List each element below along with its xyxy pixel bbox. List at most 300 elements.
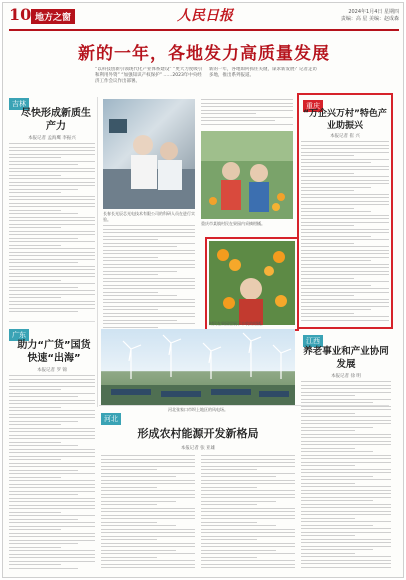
text-line [103, 313, 195, 314]
text-line [301, 402, 373, 403]
text-line [9, 227, 61, 228]
text-line [201, 476, 276, 477]
text-line [301, 409, 391, 410]
region-tag-jiangxi: 江西 [303, 335, 323, 347]
text-line [103, 271, 177, 272]
intro-right [209, 67, 319, 95]
text-line [301, 406, 391, 407]
text-line [201, 103, 293, 104]
text-line [9, 273, 95, 274]
text-line [9, 262, 78, 263]
text-line [301, 395, 355, 396]
text-line [9, 375, 95, 376]
text-line [9, 515, 95, 516]
lab-photo [103, 99, 195, 209]
text-line [9, 400, 95, 401]
text-line [9, 505, 95, 506]
text-line [201, 483, 295, 484]
text-line [9, 396, 78, 397]
text-line [9, 294, 95, 295]
text-line [9, 161, 95, 162]
article-body-jilin [9, 143, 95, 317]
text-line [9, 248, 95, 249]
text-line [9, 143, 95, 144]
text-line [101, 567, 195, 568]
text-line [9, 403, 95, 404]
text-line [9, 224, 95, 225]
text-line [201, 511, 295, 512]
text-line [103, 260, 195, 261]
text-line [9, 526, 95, 527]
text-line [9, 449, 95, 450]
text-line [101, 557, 157, 558]
text-line [201, 497, 295, 498]
text-line [9, 522, 95, 523]
text-line [301, 385, 391, 386]
text-line [301, 504, 391, 505]
center-intro-text [201, 99, 293, 129]
text-line [201, 106, 293, 107]
text-line [101, 546, 195, 547]
text-line [9, 568, 78, 569]
text-line [301, 507, 391, 508]
text-line [101, 490, 195, 491]
text-line [301, 486, 391, 487]
text-line [301, 553, 355, 554]
text-line [101, 476, 176, 477]
text-line [9, 414, 95, 415]
text-line [9, 220, 95, 221]
text-line [101, 515, 195, 516]
text-line [9, 431, 95, 432]
text-line [9, 192, 61, 193]
text-line [9, 477, 61, 478]
text-line [9, 178, 95, 179]
region-tag-chongqing: 重庆 [303, 100, 323, 112]
text-line [9, 529, 61, 530]
farm-photo-caption: 重庆市某镇村民在果园内采摘柑橘。 [201, 221, 265, 226]
text-line [301, 497, 391, 498]
text-line [101, 522, 157, 523]
text-line [301, 525, 373, 526]
text-line [9, 185, 95, 186]
article-byline-jiangxi: 本报记者 徐 明 [331, 374, 361, 379]
lab-photo-graphic [103, 99, 195, 209]
text-line [101, 564, 195, 565]
text-line [101, 497, 195, 498]
text-line [9, 206, 95, 207]
text-line [103, 309, 158, 310]
text-line [201, 459, 295, 460]
text-line [9, 147, 95, 148]
date-line: 2024年1月4日 星期四 [348, 9, 399, 15]
text-line [201, 110, 293, 111]
text-line [201, 120, 275, 121]
text-line [103, 299, 195, 300]
article-title-jilin: 尽快形成新质生产力 [21, 108, 91, 132]
text-line [9, 266, 95, 267]
text-line [9, 512, 61, 513]
intro-right-text: 新的一年，各地如何抓住关键，谋求新发展？记者走访多地，推出系列报道。 [209, 67, 317, 78]
text-line [9, 407, 61, 408]
text-line [201, 553, 295, 554]
text-line [301, 444, 391, 445]
text-line [301, 549, 373, 550]
text-line [301, 469, 391, 470]
text-line [301, 560, 391, 561]
text-line [101, 480, 195, 481]
text-line [301, 465, 355, 466]
text-line [103, 327, 158, 328]
text-line [9, 417, 95, 418]
text-line [9, 536, 95, 537]
text-line [9, 245, 61, 246]
text-line [103, 306, 195, 307]
text-line [301, 434, 391, 435]
text-line [301, 392, 391, 393]
text-line [9, 164, 78, 165]
region-tag-hebei: 河北 [101, 413, 121, 425]
text-line [103, 225, 195, 226]
text-line [9, 280, 61, 281]
text-line [9, 157, 61, 158]
text-line [9, 199, 95, 200]
text-line [101, 525, 176, 526]
text-line [9, 561, 95, 562]
text-line [9, 238, 78, 239]
text-line [9, 498, 95, 499]
text-line [101, 462, 195, 463]
text-line [9, 168, 95, 169]
page-number: 10 [9, 5, 32, 24]
text-line [9, 283, 95, 284]
text-line [301, 567, 391, 568]
text-line [103, 320, 177, 321]
text-line [9, 308, 95, 309]
text-line [301, 413, 355, 414]
text-line [103, 264, 195, 265]
region-tag-guangdong: 广东 [9, 329, 29, 341]
text-line [103, 236, 195, 237]
text-line [103, 253, 195, 254]
citrus-photo-caption: 村民在果园里展示丰收的柑橘。 [209, 321, 265, 326]
text-line [103, 257, 158, 258]
section-label: 地方之窗 [31, 9, 75, 24]
text-line [101, 483, 195, 484]
text-line [9, 386, 95, 387]
text-line [9, 154, 95, 155]
text-line [9, 287, 78, 288]
article-byline-jilin: 本报记者 孟海鹰 李振兴 [28, 136, 76, 141]
header-meta [341, 9, 399, 23]
text-line [301, 388, 391, 389]
text-line [9, 171, 95, 172]
text-line [101, 501, 176, 502]
text-line [9, 231, 95, 232]
text-line [9, 470, 78, 471]
text-line [9, 259, 95, 260]
text-line [9, 533, 95, 534]
article-title-hebei: 形成农村能源开发新格局 [137, 427, 259, 440]
intro-left-text: “以科技创新引领现代化产业体系建设” “更大力度吸引和利用外资” “加强知识产权保护” ……2023年中央经济工作会议作出部署。 [95, 67, 203, 84]
text-line [201, 529, 295, 530]
text-line [101, 543, 195, 544]
text-line [301, 528, 391, 529]
page-headline: 新的一年，各地发力高质量发展 [78, 44, 330, 64]
text-line [201, 99, 293, 100]
article-body-jiangxi [301, 381, 391, 571]
text-line [201, 469, 257, 470]
text-line [103, 288, 195, 289]
text-line [9, 424, 61, 425]
text-line [103, 292, 158, 293]
text-line [201, 536, 295, 537]
text-line [301, 556, 391, 557]
text-line [9, 255, 95, 256]
text-line [9, 442, 61, 443]
text-line [301, 518, 355, 519]
text-line [9, 491, 95, 492]
text-line [201, 117, 293, 118]
text-line [301, 381, 391, 382]
text-line [9, 196, 95, 197]
text-line [301, 448, 355, 449]
text-line [101, 539, 157, 540]
text-line [9, 508, 95, 509]
text-line [201, 455, 295, 456]
text-line [201, 539, 257, 540]
text-line [103, 267, 195, 268]
text-line [201, 462, 295, 463]
text-line [101, 511, 195, 512]
text-line [103, 243, 195, 244]
text-line [201, 504, 257, 505]
editor-line: 责编：高 星 美编：赵成森 [340, 16, 399, 22]
text-line [9, 435, 95, 436]
text-line [201, 532, 295, 533]
text-line [201, 525, 276, 526]
text-line [9, 304, 95, 305]
text-line [9, 459, 61, 460]
text-line [9, 540, 95, 541]
text-line [103, 302, 195, 303]
text-line [201, 564, 295, 565]
article-body-hebei-1 [101, 455, 195, 571]
article-body-hebei-2 [201, 455, 295, 571]
column-rule [97, 97, 98, 407]
text-line [103, 278, 195, 279]
article-title-jiangxi: 养老事业和产业协同发展 [303, 346, 389, 370]
text-line [201, 480, 295, 481]
text-line [301, 462, 391, 463]
intro-left [95, 67, 205, 95]
text-line [9, 393, 95, 394]
text-line [9, 389, 61, 390]
text-line [9, 519, 78, 520]
text-line [201, 557, 257, 558]
text-line [9, 269, 95, 270]
text-line [301, 430, 355, 431]
text-line [9, 463, 95, 464]
text-line [9, 473, 95, 474]
article-byline-guangdong: 本报记者 罗 锦 [37, 368, 67, 373]
wind-farm-graphic [101, 329, 295, 405]
text-line [9, 234, 95, 235]
article-byline-chongqing: 本报记者 崔 兴 [330, 134, 360, 139]
text-line [101, 455, 195, 456]
text-line [301, 479, 391, 480]
text-line [103, 316, 195, 317]
text-line [101, 560, 195, 561]
text-line [103, 274, 158, 275]
text-line [201, 543, 295, 544]
text-line [9, 410, 95, 411]
text-line [201, 490, 295, 491]
text-line [301, 500, 373, 501]
wind-farm-photo [101, 329, 295, 405]
text-line [201, 487, 257, 488]
text-line [301, 546, 391, 547]
text-line [9, 175, 61, 176]
text-line [9, 543, 78, 544]
text-line [301, 542, 391, 543]
text-line [201, 560, 295, 561]
text-line [201, 546, 295, 547]
text-line [301, 514, 391, 515]
text-line [9, 550, 95, 551]
text-line [9, 311, 78, 312]
text-line [9, 554, 95, 555]
text-line [103, 229, 195, 230]
text-line [301, 535, 355, 536]
text-line [103, 295, 177, 296]
text-line [101, 553, 195, 554]
text-line [9, 452, 95, 453]
text-line [301, 483, 355, 484]
text-line [9, 466, 95, 467]
text-line [301, 532, 391, 533]
article-title-guangdong: 助力“广货”国货快速“出海” [17, 340, 91, 364]
text-line [301, 563, 391, 564]
wind-farm-caption: 河北张家口市坝上地区的风电场。 [168, 407, 228, 412]
section-rule [9, 321, 95, 322]
text-line [301, 455, 391, 456]
text-line [103, 246, 177, 247]
text-line [9, 480, 95, 481]
text-line [301, 490, 391, 491]
text-line [9, 382, 95, 383]
text-line [101, 529, 195, 530]
highlight-box-article [297, 93, 393, 329]
text-line [301, 427, 373, 428]
text-line [9, 276, 95, 277]
text-line [201, 473, 295, 474]
text-line [201, 466, 295, 467]
text-line [9, 564, 61, 565]
lab-photo-caption: 长春长光辰芯光电技术有限公司的科研人员在进行实验。 [103, 211, 195, 222]
text-line [9, 501, 95, 502]
text-line [101, 487, 157, 488]
region-tag-jilin: 吉林 [9, 98, 29, 110]
farm-photo-graphic [201, 131, 293, 219]
text-line [301, 416, 391, 417]
text-line [9, 182, 95, 183]
farm-photo [201, 131, 293, 219]
text-line [201, 550, 276, 551]
text-line [201, 124, 293, 125]
text-line [301, 511, 391, 512]
text-line [301, 423, 391, 424]
text-line [9, 484, 95, 485]
text-line [9, 438, 95, 439]
text-line [101, 518, 195, 519]
text-line [101, 469, 157, 470]
text-line [101, 473, 195, 474]
text-line [301, 451, 373, 452]
text-line [9, 217, 95, 218]
text-line [201, 567, 295, 568]
text-line [101, 536, 195, 537]
text-line [9, 150, 95, 151]
text-line [103, 323, 195, 324]
text-line [101, 532, 195, 533]
text-line [301, 476, 373, 477]
text-line [9, 203, 95, 204]
text-line [201, 515, 295, 516]
newspaper-logo: 人民日报 [177, 8, 233, 24]
text-line [201, 508, 295, 509]
text-line [201, 501, 276, 502]
newspaper-page [2, 2, 404, 578]
text-line [201, 522, 257, 523]
article-byline-hebei: 本报记者 张 亚雄 [180, 446, 216, 451]
text-line [9, 456, 95, 457]
text-line [301, 441, 391, 442]
page-header [9, 7, 399, 31]
text-line [9, 301, 95, 302]
text-line [9, 445, 78, 446]
text-line [301, 493, 391, 494]
text-line [9, 189, 78, 190]
text-line [9, 494, 78, 495]
text-line [9, 241, 95, 242]
text-line [101, 459, 195, 460]
text-line [9, 297, 61, 298]
text-line [103, 239, 158, 240]
text-line [301, 437, 391, 438]
text-line [301, 458, 391, 459]
text-line [9, 428, 95, 429]
text-line [101, 504, 157, 505]
text-line [9, 213, 78, 214]
text-line [9, 379, 95, 380]
text-line [101, 508, 195, 509]
text-line [301, 472, 391, 473]
text-line [301, 399, 391, 400]
text-line [9, 252, 95, 253]
text-line [101, 550, 176, 551]
text-line [103, 250, 195, 251]
text-line [103, 285, 195, 286]
text-line [9, 290, 95, 291]
article-body-guangdong [9, 375, 95, 571]
text-line [201, 494, 295, 495]
text-line [301, 521, 391, 522]
text-line [9, 557, 95, 558]
highlight-box-photo [205, 237, 299, 331]
text-line [9, 547, 61, 548]
text-line [101, 494, 195, 495]
